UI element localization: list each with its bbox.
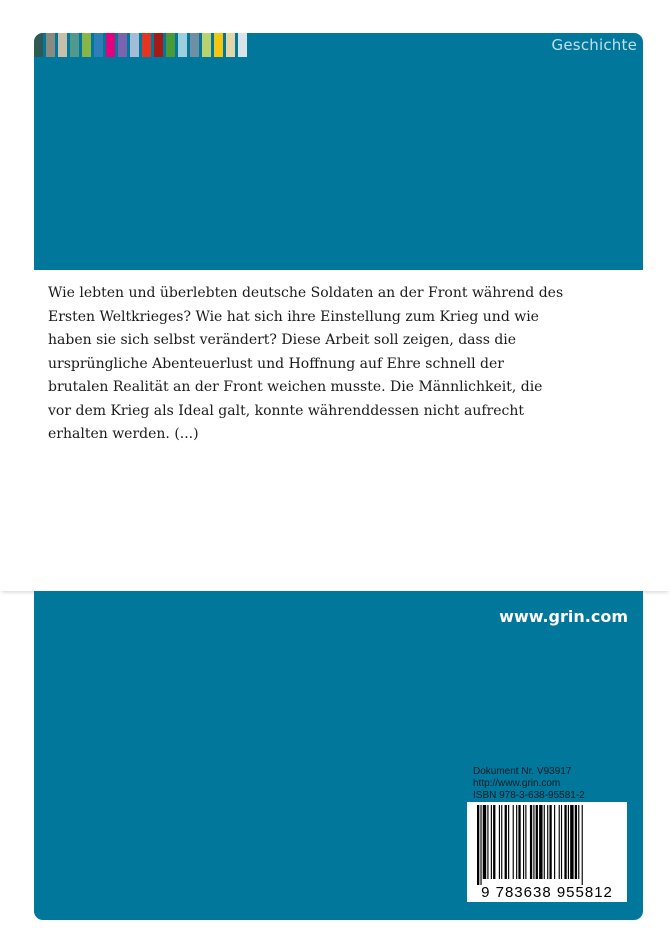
barcode-bar bbox=[508, 805, 509, 879]
color-stripe bbox=[214, 33, 223, 57]
bottom-color-panel bbox=[34, 591, 643, 920]
color-stripe bbox=[94, 33, 103, 57]
barcode-bar bbox=[483, 805, 486, 879]
barcode-bar bbox=[536, 805, 538, 879]
category-label: Geschichte bbox=[551, 36, 637, 54]
color-stripe bbox=[130, 33, 139, 57]
color-stripe bbox=[46, 33, 55, 57]
color-stripe bbox=[178, 33, 187, 57]
barcode-bar bbox=[568, 805, 569, 879]
barcode-digits: 9 783638 955812 bbox=[481, 884, 613, 901]
barcode-bar bbox=[480, 805, 481, 885]
publisher-url: http://www.grin.com bbox=[473, 778, 561, 789]
barcode-bar bbox=[505, 805, 507, 879]
color-stripe bbox=[154, 33, 163, 57]
website-label: www.grin.com bbox=[499, 607, 628, 626]
barcode-bar bbox=[525, 805, 526, 879]
barcode-bar bbox=[499, 805, 500, 879]
color-stripes bbox=[34, 33, 250, 57]
top-color-panel bbox=[34, 33, 643, 270]
color-stripe bbox=[70, 33, 79, 57]
barcode-bar bbox=[487, 805, 488, 879]
barcode-bar bbox=[570, 805, 573, 879]
barcode-bar bbox=[564, 805, 566, 879]
color-stripe bbox=[82, 33, 91, 57]
barcode-bar bbox=[518, 805, 520, 879]
barcode-bar bbox=[493, 805, 495, 879]
barcode-bar bbox=[501, 805, 502, 879]
color-stripe bbox=[238, 33, 247, 57]
barcode-bar bbox=[523, 805, 524, 879]
barcode-bar bbox=[554, 805, 555, 879]
color-stripe bbox=[34, 33, 43, 57]
barcode-bar bbox=[533, 805, 534, 879]
color-stripe bbox=[190, 33, 199, 57]
barcode-bar bbox=[491, 805, 492, 879]
color-stripe bbox=[142, 33, 151, 57]
barcode-bar bbox=[539, 805, 542, 879]
barcode-bar bbox=[582, 805, 583, 885]
barcode-bar bbox=[561, 805, 562, 879]
color-stripe bbox=[106, 33, 115, 57]
blurb-text: Wie lebten und überlebten deutsche Soldaten an der Front während des Ersten Weltkrieges? Wie hat sich ihre Einstellung zum Krieg und wie haben sie sich selbst verändert? Diese Arbeit soll zeigen, dass die ursprüngliche Abenteuerlust und Hoffnung auf Ehre schnell der brutalen Realität an der Front weichen musste. Die Männlichkeit, die vor dem Krieg als Ideal galt, konnte währenddessen nicht aufrecht erhalten werden. (...) bbox=[48, 285, 564, 442]
barcode-bar bbox=[513, 805, 514, 879]
barcode-bar bbox=[530, 805, 532, 879]
barcode-bar bbox=[549, 805, 551, 879]
barcode-bar bbox=[559, 805, 560, 879]
barcode-bar bbox=[547, 805, 548, 879]
document-number: Dokument Nr. V93917 bbox=[473, 766, 572, 777]
barcode-bar bbox=[477, 805, 479, 885]
color-stripe bbox=[58, 33, 67, 57]
barcode-bar bbox=[516, 805, 517, 879]
barcode-bars bbox=[477, 805, 617, 885]
barcode-bar bbox=[544, 805, 545, 879]
isbn-text: ISBN 978-3-638-95581-2 bbox=[473, 790, 585, 801]
color-stripe bbox=[118, 33, 127, 57]
color-stripe bbox=[226, 33, 235, 57]
imprint-block bbox=[473, 766, 585, 802]
barcode-bar bbox=[578, 805, 579, 879]
color-stripe bbox=[202, 33, 211, 57]
color-stripe bbox=[166, 33, 175, 57]
barcode-bar bbox=[575, 805, 577, 879]
barcode bbox=[467, 802, 627, 902]
